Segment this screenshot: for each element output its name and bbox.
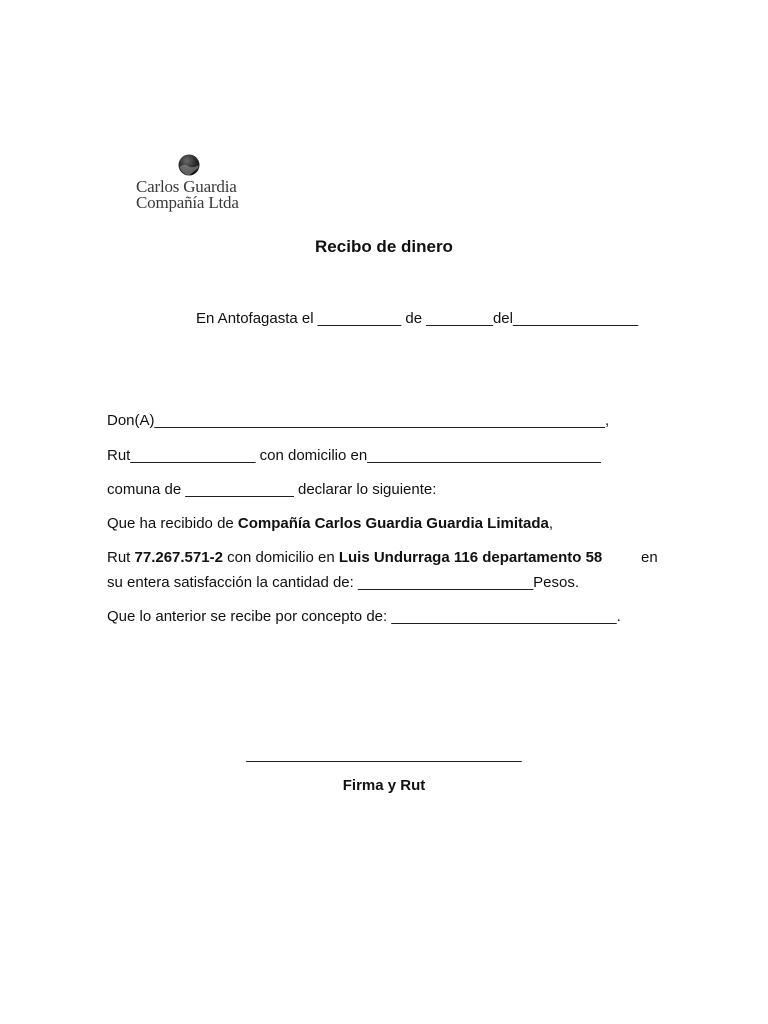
logo-circle-icon xyxy=(178,154,200,176)
logo-text-line2: Compañía Ltda xyxy=(136,193,239,212)
rut2-label: Rut xyxy=(107,549,135,566)
rut2-trailing-en: en xyxy=(641,549,658,566)
received-company: Compañía Carlos Guardia Guardia Limitada xyxy=(237,515,549,532)
date-line: En Antofagasta el __________ de ________del_______________ xyxy=(196,310,639,327)
concept-line: Que lo anterior se recibe por concepto de: ___________________________. xyxy=(107,608,621,625)
company-rut-line xyxy=(107,548,602,568)
received-prefix: Que ha recibido de xyxy=(107,515,238,532)
rut-domicilio-line: Rut_______________ con domicilio en____________________________ xyxy=(107,447,601,464)
document-title: Recibo de dinero xyxy=(315,237,453,256)
signature-line: _________________________________ xyxy=(246,746,522,763)
signature-label: Firma y Rut xyxy=(342,777,426,794)
rut2-value: 77.267.571-2 xyxy=(134,549,223,566)
amount-line: su entera satisfacción la cantidad de: _____________________Pesos. xyxy=(107,574,580,591)
rut2-domicilio-label: con domicilio en xyxy=(222,549,339,566)
don-line: Don(A)______________________________________________________, xyxy=(107,412,610,429)
comuna-line: comuna de _____________ declarar lo siguiente: xyxy=(107,481,437,498)
received-from-line xyxy=(107,514,553,534)
logo-text-line1: Carlos Guardia xyxy=(136,177,237,196)
rut2-address: Luis Undurraga 116 departamento 58 xyxy=(338,549,603,566)
company-logo xyxy=(136,152,266,216)
received-suffix: , xyxy=(548,515,553,532)
